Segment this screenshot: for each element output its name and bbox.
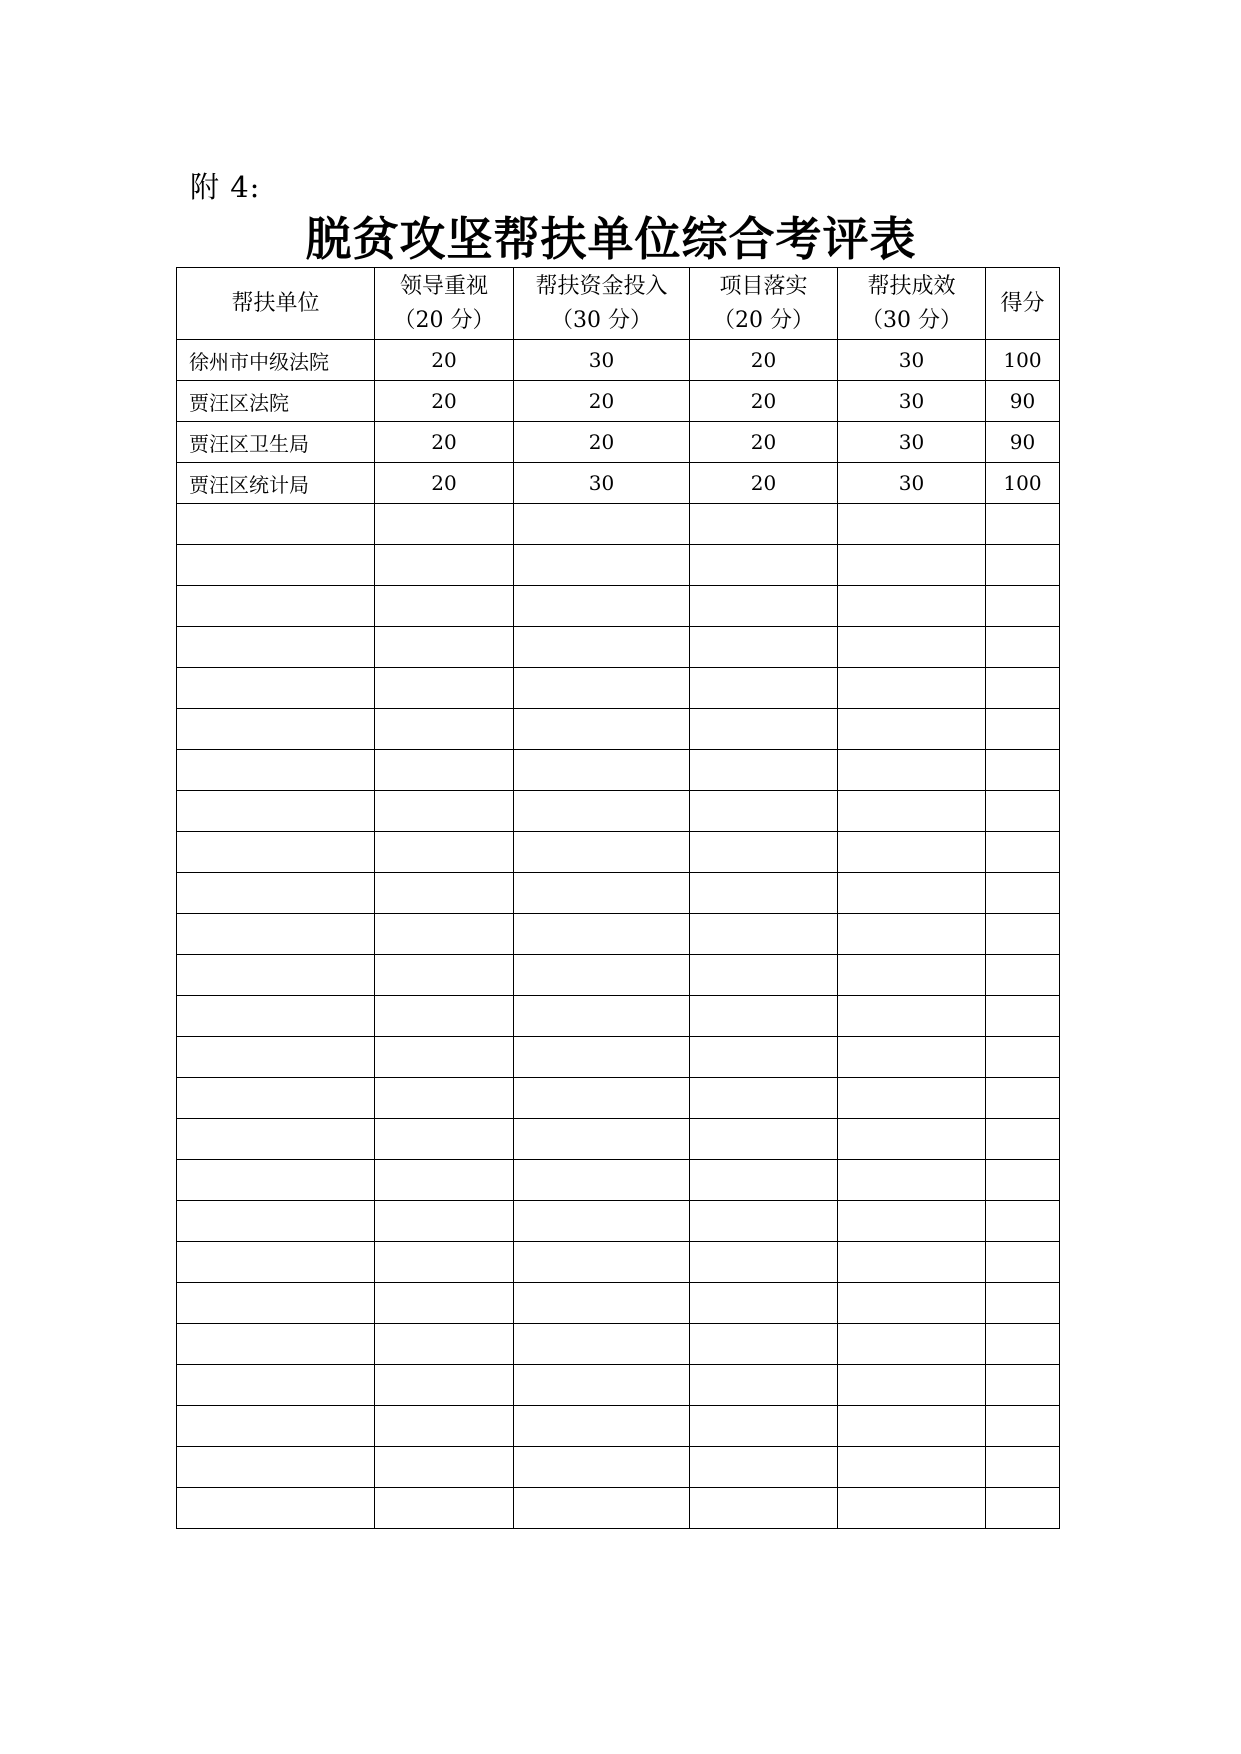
funding-cell (514, 586, 690, 627)
project-cell (690, 1488, 838, 1529)
effect-cell: 30 (838, 422, 986, 463)
header-points: （20 分） (393, 307, 495, 333)
funding-cell (514, 832, 690, 873)
project-cell (690, 1365, 838, 1406)
project-cell (690, 1283, 838, 1324)
score-cell (986, 1078, 1060, 1119)
effect-cell (838, 750, 986, 791)
funding-cell (514, 750, 690, 791)
score-cell: 100 (986, 463, 1060, 504)
document-title: 脱贫攻坚帮扶单位综合考评表 (305, 212, 917, 266)
effect-cell (838, 1242, 986, 1283)
effect-cell: 30 (838, 381, 986, 422)
project-cell (690, 996, 838, 1037)
header-funding (514, 268, 690, 340)
leadership-cell (375, 873, 514, 914)
effect-cell (838, 1201, 986, 1242)
effect-cell (838, 709, 986, 750)
unit-cell (177, 586, 375, 627)
score-cell (986, 1201, 1060, 1242)
funding-cell (514, 1119, 690, 1160)
funding-cell (514, 914, 690, 955)
leadership-cell (375, 1365, 514, 1406)
effect-cell (838, 1324, 986, 1365)
header-label: 帮扶成效 (867, 273, 956, 299)
score-cell (986, 1365, 1060, 1406)
unit-cell (177, 955, 375, 996)
funding-cell (514, 996, 690, 1037)
leadership-cell (375, 1283, 514, 1324)
leadership-cell (375, 1447, 514, 1488)
leadership-cell: 20 (375, 381, 514, 422)
table-row (177, 422, 1060, 463)
leadership-cell (375, 791, 514, 832)
header-leadership (375, 268, 514, 340)
effect-cell (838, 1365, 986, 1406)
header-score (986, 268, 1060, 340)
leadership-cell (375, 1037, 514, 1078)
table-header (177, 268, 1060, 340)
effect-cell (838, 1160, 986, 1201)
effect-cell (838, 996, 986, 1037)
leadership-cell (375, 996, 514, 1037)
table-row (177, 1406, 1060, 1447)
score-cell (986, 996, 1060, 1037)
project-cell (690, 873, 838, 914)
score-cell (986, 1037, 1060, 1078)
table-row (177, 1365, 1060, 1406)
header-label: 帮扶资金投入 (535, 273, 668, 299)
table-row (177, 340, 1060, 381)
project-cell (690, 1037, 838, 1078)
score-cell (986, 750, 1060, 791)
table-row (177, 914, 1060, 955)
score-cell: 90 (986, 381, 1060, 422)
effect-cell (838, 1078, 986, 1119)
score-cell (986, 1488, 1060, 1529)
table-row (177, 586, 1060, 627)
unit-cell (177, 832, 375, 873)
funding-cell (514, 545, 690, 586)
project-cell (690, 1447, 838, 1488)
effect-cell (838, 627, 986, 668)
leadership-cell (375, 955, 514, 996)
unit-cell (177, 545, 375, 586)
funding-cell (514, 1283, 690, 1324)
unit-cell (177, 1283, 375, 1324)
unit-cell: 徐州市中级法院 (177, 340, 375, 381)
leadership-cell (375, 832, 514, 873)
unit-cell (177, 873, 375, 914)
table-row (177, 750, 1060, 791)
leadership-cell (375, 1078, 514, 1119)
project-cell (690, 1324, 838, 1365)
funding-cell (514, 668, 690, 709)
header-row (177, 268, 1060, 340)
effect-cell (838, 668, 986, 709)
score-cell (986, 1283, 1060, 1324)
table-row (177, 504, 1060, 545)
effect-cell (838, 1447, 986, 1488)
score-cell (986, 955, 1060, 996)
effect-cell (838, 832, 986, 873)
table-row (177, 463, 1060, 504)
table-row (177, 627, 1060, 668)
unit-cell (177, 914, 375, 955)
unit-cell (177, 1078, 375, 1119)
project-cell (690, 504, 838, 545)
funding-cell (514, 1160, 690, 1201)
table-row (177, 955, 1060, 996)
project-cell (690, 791, 838, 832)
header-label: 领导重视 (399, 273, 488, 299)
header-label: 项目落实 (719, 273, 808, 299)
unit-cell: 贾汪区卫生局 (177, 422, 375, 463)
unit-cell (177, 1488, 375, 1529)
table-row (177, 1242, 1060, 1283)
leadership-cell: 20 (375, 340, 514, 381)
evaluation-table (176, 267, 1060, 1529)
table-row (177, 791, 1060, 832)
leadership-cell: 20 (375, 422, 514, 463)
unit-cell (177, 1365, 375, 1406)
effect-cell: 30 (838, 463, 986, 504)
table-row (177, 545, 1060, 586)
effect-cell (838, 1037, 986, 1078)
score-cell (986, 1447, 1060, 1488)
project-cell (690, 1201, 838, 1242)
leadership-cell (375, 1201, 514, 1242)
score-cell (986, 709, 1060, 750)
score-cell: 100 (986, 340, 1060, 381)
project-cell (690, 914, 838, 955)
project-cell (690, 668, 838, 709)
effect-cell (838, 955, 986, 996)
score-cell (986, 627, 1060, 668)
project-cell (690, 750, 838, 791)
score-cell (986, 504, 1060, 545)
leadership-cell (375, 1406, 514, 1447)
unit-cell (177, 996, 375, 1037)
score-cell (986, 1119, 1060, 1160)
unit-cell (177, 668, 375, 709)
funding-cell (514, 955, 690, 996)
funding-cell (514, 1078, 690, 1119)
unit-cell (177, 709, 375, 750)
table-row (177, 1201, 1060, 1242)
funding-cell (514, 627, 690, 668)
effect-cell (838, 1283, 986, 1324)
funding-cell: 30 (514, 340, 690, 381)
project-cell (690, 955, 838, 996)
leadership-cell (375, 1160, 514, 1201)
unit-cell (177, 1447, 375, 1488)
score-cell (986, 1242, 1060, 1283)
score-cell (986, 545, 1060, 586)
header-effect (838, 268, 986, 340)
table-row (177, 1283, 1060, 1324)
unit-cell (177, 1037, 375, 1078)
leadership-cell (375, 709, 514, 750)
unit-cell (177, 504, 375, 545)
header-label: 帮扶单位 (231, 290, 320, 316)
effect-cell (838, 873, 986, 914)
leadership-cell (375, 1324, 514, 1365)
header-unit (177, 268, 375, 340)
project-cell: 20 (690, 422, 838, 463)
table-row (177, 381, 1060, 422)
funding-cell: 20 (514, 422, 690, 463)
unit-cell: 贾汪区法院 (177, 381, 375, 422)
score-cell (986, 668, 1060, 709)
table-row (177, 1037, 1060, 1078)
funding-cell (514, 791, 690, 832)
leadership-cell (375, 586, 514, 627)
effect-cell (838, 1119, 986, 1160)
project-cell: 20 (690, 381, 838, 422)
unit-cell (177, 1324, 375, 1365)
project-cell (690, 1242, 838, 1283)
funding-cell (514, 1488, 690, 1529)
score-cell (986, 1160, 1060, 1201)
leadership-cell (375, 750, 514, 791)
funding-cell: 20 (514, 381, 690, 422)
leadership-cell: 20 (375, 463, 514, 504)
funding-cell (514, 1201, 690, 1242)
score-cell: 90 (986, 422, 1060, 463)
header-points: （20 分） (713, 307, 814, 333)
score-cell (986, 914, 1060, 955)
table-row (177, 832, 1060, 873)
attachment-label: 附 4: (190, 170, 261, 204)
score-cell (986, 586, 1060, 627)
score-cell (986, 873, 1060, 914)
score-cell (986, 1324, 1060, 1365)
leadership-cell (375, 1119, 514, 1160)
project-cell (690, 1160, 838, 1201)
unit-cell (177, 627, 375, 668)
unit-cell (177, 750, 375, 791)
funding-cell (514, 873, 690, 914)
effect-cell: 30 (838, 340, 986, 381)
unit-cell (177, 1201, 375, 1242)
table-row (177, 873, 1060, 914)
funding-cell: 30 (514, 463, 690, 504)
unit-cell (177, 1160, 375, 1201)
project-cell (690, 832, 838, 873)
funding-cell (514, 1324, 690, 1365)
effect-cell (838, 914, 986, 955)
score-cell (986, 791, 1060, 832)
funding-cell (514, 709, 690, 750)
table-row (177, 1078, 1060, 1119)
unit-cell (177, 1242, 375, 1283)
effect-cell (838, 1488, 986, 1529)
project-cell (690, 1406, 838, 1447)
table-row (177, 709, 1060, 750)
table-row (177, 1447, 1060, 1488)
project-cell (690, 586, 838, 627)
table-body (177, 340, 1060, 1529)
effect-cell (838, 586, 986, 627)
table-row (177, 1160, 1060, 1201)
unit-cell (177, 1406, 375, 1447)
leadership-cell (375, 914, 514, 955)
unit-cell: 贾汪区统计局 (177, 463, 375, 504)
score-cell (986, 832, 1060, 873)
leadership-cell (375, 1488, 514, 1529)
score-cell (986, 1406, 1060, 1447)
funding-cell (514, 1447, 690, 1488)
funding-cell (514, 1365, 690, 1406)
table-row (177, 1119, 1060, 1160)
effect-cell (838, 791, 986, 832)
leadership-cell (375, 504, 514, 545)
project-cell (690, 1078, 838, 1119)
project-cell: 20 (690, 463, 838, 504)
funding-cell (514, 504, 690, 545)
project-cell (690, 1119, 838, 1160)
table-row (177, 1324, 1060, 1365)
header-label: 得分 (1000, 290, 1045, 316)
table-row (177, 668, 1060, 709)
effect-cell (838, 504, 986, 545)
table-row (177, 996, 1060, 1037)
effect-cell (838, 545, 986, 586)
project-cell (690, 709, 838, 750)
leadership-cell (375, 1242, 514, 1283)
header-points: （30 分） (551, 307, 652, 333)
funding-cell (514, 1242, 690, 1283)
project-cell: 20 (690, 340, 838, 381)
unit-cell (177, 1119, 375, 1160)
header-project (690, 268, 838, 340)
header-points: （30 分） (861, 307, 962, 333)
leadership-cell (375, 627, 514, 668)
leadership-cell (375, 668, 514, 709)
table-row (177, 1488, 1060, 1529)
project-cell (690, 545, 838, 586)
unit-cell (177, 791, 375, 832)
funding-cell (514, 1406, 690, 1447)
effect-cell (838, 1406, 986, 1447)
funding-cell (514, 1037, 690, 1078)
project-cell (690, 627, 838, 668)
leadership-cell (375, 545, 514, 586)
